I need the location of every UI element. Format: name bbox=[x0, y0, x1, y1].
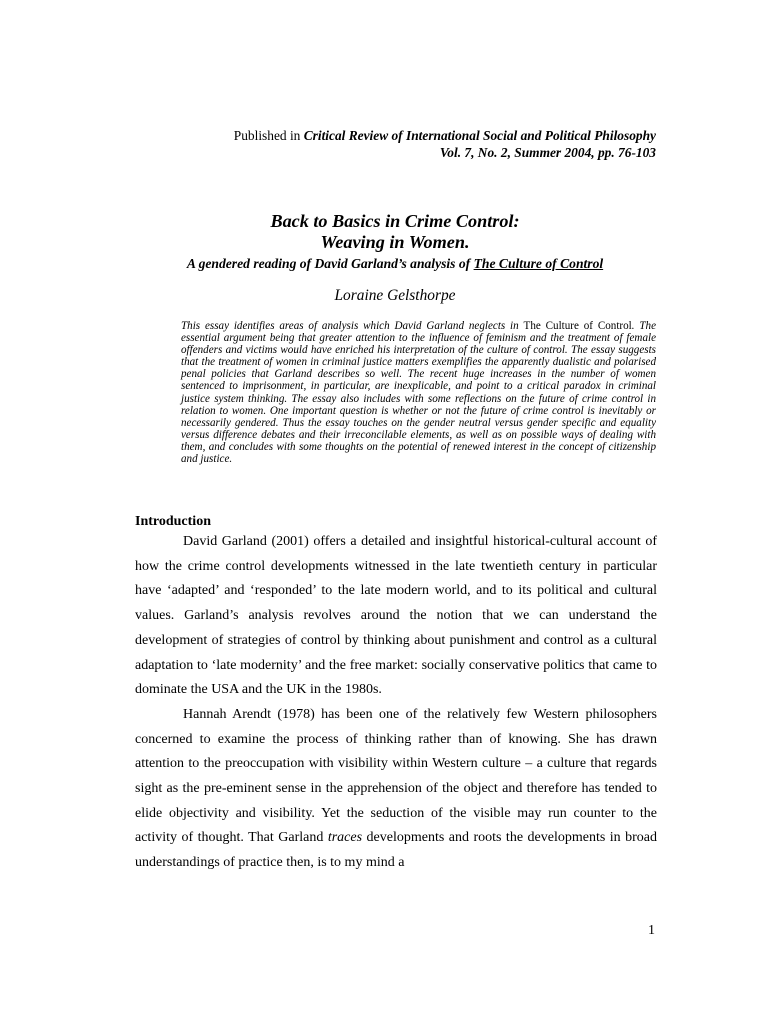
volume-text: Vol. 7, No. 2, Summer 2004, pp. 76-103 bbox=[439, 145, 656, 160]
abstract-part-2: . The essential argument being that greater attention to the influence of feminism and the treatment of female offenders and victims would have enriched his interpretation of the culture of control. The essay suggests that the treatment of women in criminal justice matters exemplifies the apparently dualistic and polarised penal policies that Garland describes so well. The recent huge increases in the number of women sentenced to imprisonment, in particular, are inexplicable, and point to a critical paradox in criminal justice system thinking. The essay also includes with some reflections on the future of crime control in relation to women. One important question is whether or not the future of crime control is inevitably or necessarily gendered. Thus the essay touches on the gender neutral versus gender specific and equality versus difference debates and their irreconcilable elements, as well as on possible ways of dealing with them, and concludes with some thoughts on the potential of renewed interest in the concept of citizenship and justice. bbox=[181, 320, 657, 466]
introduction-heading: Introduction bbox=[135, 514, 211, 529]
subtitle bbox=[0, 255, 768, 272]
subtitle-book-title: The Culture of Control bbox=[473, 256, 604, 271]
abstract-book-title: The Culture of Control bbox=[523, 320, 632, 332]
abstract-part-1: This essay identifies areas of analysis which David Garland neglects in bbox=[181, 320, 524, 332]
emphasis-traces: traces bbox=[327, 830, 363, 846]
paragraph-2-part-2: developments and roots the developments in broad understandings of practice then, is to my mind a bbox=[135, 830, 658, 871]
subtitle-prefix: A gendered reading of David Garland’s analysis of bbox=[186, 256, 474, 271]
paragraph-2 bbox=[135, 703, 657, 876]
body-text bbox=[135, 530, 657, 876]
publication-line bbox=[234, 127, 656, 144]
title-block bbox=[0, 211, 768, 272]
paragraph-1: David Garland (2001) offers a detailed and insightful historical-cultural account of how the crime control developments witnessed in the late twentieth century in particular have ‘adapted’ and ‘responded’ to the late modern world, and to its political and cultural values. Garland’s analysis revolves around the notion that we can understand the development of strategies of control by thinking about punishment and control as a cultural adaptation to ‘late modernity’ and the free market: socially conservative politics that came to dominate the USA and the UK in the 1980s. bbox=[135, 534, 657, 698]
title-line-2: Weaving in Women. bbox=[320, 232, 470, 252]
publication-info bbox=[234, 127, 656, 161]
volume-info bbox=[234, 144, 656, 161]
page-number: 1 bbox=[648, 923, 655, 938]
journal-name: Critical Review of International Social and Political Philosophy bbox=[303, 128, 656, 143]
author-name: Loraine Gelsthorpe bbox=[334, 287, 456, 304]
abstract bbox=[181, 320, 656, 465]
title-line-1: Back to Basics in Crime Control: bbox=[270, 211, 520, 231]
paragraph-2-part-1: Hannah Arendt (1978) has been one of the relatively few Western philosophers concerned to examine the process of thinking rather than of knowing. She has drawn attention to the preoccupation with visibility within Western culture – a culture that regards sight as the pre-eminent sense in the apprehension of the object and therefore has tended to elide objectivity and visibility. Yet the seduction of the visible may run counter to the activity of thought. That Garland bbox=[135, 706, 657, 846]
published-prefix: Published in bbox=[233, 128, 304, 143]
